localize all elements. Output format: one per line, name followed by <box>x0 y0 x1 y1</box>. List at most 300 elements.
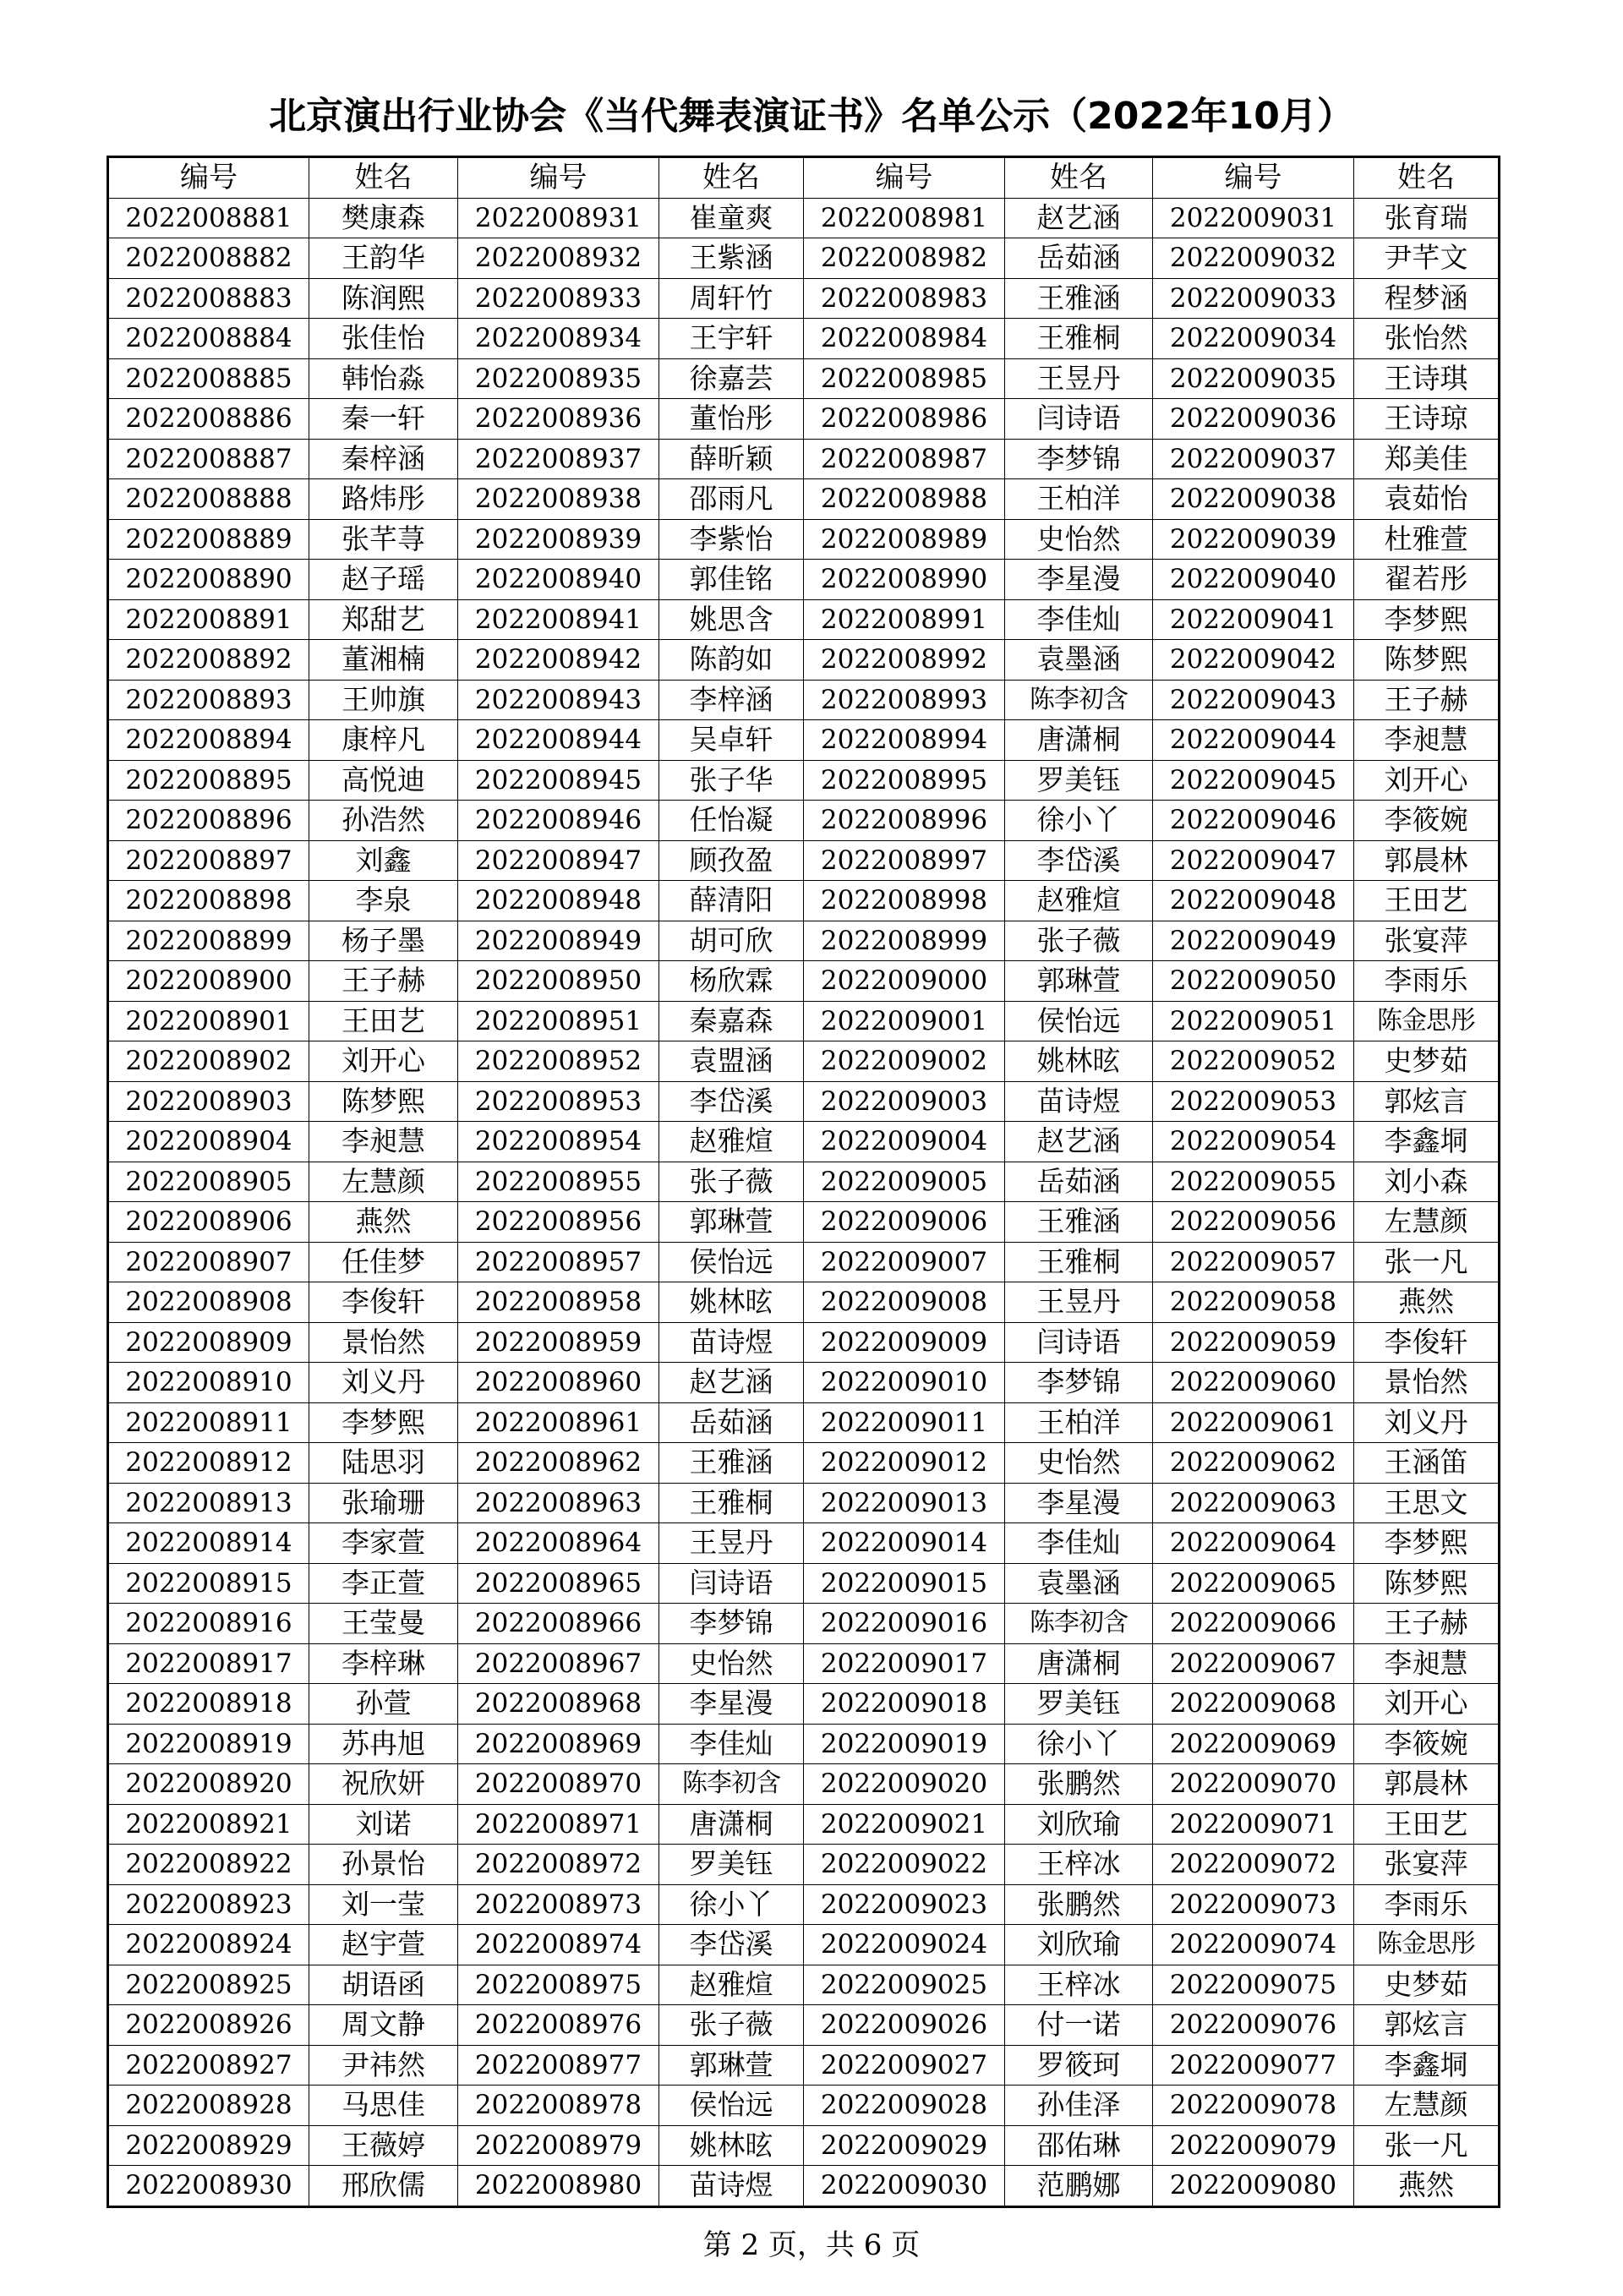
holder-name-cell: 左慧颜 <box>1354 2086 1500 2126</box>
certificate-id-cell: 2022009033 <box>1153 278 1354 319</box>
certificate-id-cell: 2022008951 <box>458 1001 659 1041</box>
holder-name-cell: 王雅桐 <box>1005 319 1153 359</box>
holder-name-cell: 李梦锦 <box>1005 1363 1153 1403</box>
document-title: 北京演出行业协会《当代舞表演证书》名单公示（2022年10月） <box>269 95 1354 138</box>
holder-name-cell: 姚林昡 <box>1005 1041 1153 1082</box>
holder-name-cell: 刘开心 <box>309 1041 458 1082</box>
holder-name-cell: 李梦锦 <box>659 1604 804 1644</box>
certificate-id-cell: 2022008926 <box>108 2005 309 2046</box>
table-row <box>108 2086 1500 2126</box>
holder-name-cell: 陈李初含 <box>1005 1604 1153 1644</box>
certificate-id-cell: 2022009011 <box>804 1402 1005 1443</box>
holder-name-cell: 张宴萍 <box>1354 1845 1500 1885</box>
holder-name-cell: 李星漫 <box>1005 560 1153 600</box>
holder-name-cell: 王帅旗 <box>309 680 458 720</box>
certificate-id-cell: 2022008980 <box>458 2166 659 2207</box>
holder-name-cell: 张怡然 <box>1354 319 1500 359</box>
holder-name-cell: 李梦熙 <box>1354 1523 1500 1564</box>
certificate-id-cell: 2022009079 <box>1153 2125 1354 2166</box>
certificate-id-cell: 2022009004 <box>804 1122 1005 1162</box>
holder-name-cell: 赵雅煊 <box>659 1122 804 1162</box>
holder-name-cell: 李梓琳 <box>309 1643 458 1684</box>
header-name-1: 姓名 <box>309 157 458 199</box>
certificate-id-cell: 2022009014 <box>804 1523 1005 1564</box>
certificate-id-cell: 2022008941 <box>458 599 659 640</box>
holder-name-cell: 苗诗煜 <box>659 1322 804 1363</box>
certificate-id-cell: 2022009050 <box>1153 961 1354 1002</box>
certificate-id-cell: 2022009040 <box>1153 560 1354 600</box>
certificate-id-cell: 2022008928 <box>108 2086 309 2126</box>
holder-name-cell: 刘鑫 <box>309 840 458 881</box>
table-row <box>108 479 1500 520</box>
table-row <box>108 1041 1500 1082</box>
table-row <box>108 1443 1500 1484</box>
certificate-id-cell: 2022008999 <box>804 921 1005 961</box>
holder-name-cell: 李星漫 <box>659 1684 804 1725</box>
table-row <box>108 319 1500 359</box>
certificate-id-cell: 2022008953 <box>458 1081 659 1122</box>
certificate-id-cell: 2022009031 <box>1153 198 1354 238</box>
table-row <box>108 2125 1500 2166</box>
holder-name-cell: 徐小丫 <box>659 1884 804 1925</box>
holder-name-cell: 李紫怡 <box>659 519 804 560</box>
holder-name-cell: 张子薇 <box>1005 921 1153 961</box>
certificate-id-cell: 2022009071 <box>1153 1804 1354 1845</box>
certificate-id-cell: 2022008930 <box>108 2166 309 2207</box>
certificate-id-cell: 2022009012 <box>804 1443 1005 1484</box>
table-row <box>108 1643 1500 1684</box>
certificate-id-cell: 2022008969 <box>458 1724 659 1764</box>
holder-name-cell: 刘开心 <box>1354 760 1500 801</box>
certificate-id-cell: 2022008898 <box>108 881 309 921</box>
certificate-id-cell: 2022009063 <box>1153 1483 1354 1523</box>
table-row <box>108 1402 1500 1443</box>
certificate-id-cell: 2022009009 <box>804 1322 1005 1363</box>
holder-name-cell: 王薇婷 <box>309 2125 458 2166</box>
certificate-id-cell: 2022008945 <box>458 760 659 801</box>
certificate-id-cell: 2022008967 <box>458 1643 659 1684</box>
holder-name-cell: 孙景怡 <box>309 1845 458 1885</box>
holder-name-cell: 韩怡淼 <box>309 358 458 399</box>
holder-name-cell: 王子赫 <box>1354 680 1500 720</box>
holder-name-cell: 赵艺涵 <box>1005 1122 1153 1162</box>
holder-name-cell: 闫诗语 <box>1005 399 1153 440</box>
certificate-id-cell: 2022008933 <box>458 278 659 319</box>
certificate-id-cell: 2022008906 <box>108 1202 309 1243</box>
holder-name-cell: 张芊荨 <box>309 519 458 560</box>
holder-name-cell: 左慧颜 <box>309 1162 458 1202</box>
holder-name-cell: 王昱丹 <box>1005 1282 1153 1323</box>
certificate-id-cell: 2022008892 <box>108 640 309 681</box>
holder-name-cell: 刘义丹 <box>309 1363 458 1403</box>
certificate-id-cell: 2022009051 <box>1153 1001 1354 1041</box>
holder-name-cell: 王田艺 <box>1354 881 1500 921</box>
holder-name-cell: 陈梦熙 <box>1354 640 1500 681</box>
certificate-id-cell: 2022008962 <box>458 1443 659 1484</box>
holder-name-cell: 陈润熙 <box>309 278 458 319</box>
holder-name-cell: 孙浩然 <box>309 801 458 841</box>
certificate-id-cell: 2022008964 <box>458 1523 659 1564</box>
certificate-id-cell: 2022008965 <box>458 1563 659 1604</box>
holder-name-cell: 王田艺 <box>1354 1804 1500 1845</box>
certificate-id-cell: 2022009025 <box>804 1965 1005 2005</box>
certificate-list-table <box>107 156 1500 2208</box>
header-name-3: 姓名 <box>1005 157 1153 199</box>
certificate-id-cell: 2022008949 <box>458 921 659 961</box>
holder-name-cell: 苗诗煜 <box>1005 1081 1153 1122</box>
holder-name-cell: 姚思含 <box>659 599 804 640</box>
holder-name-cell: 郭琳萱 <box>1005 961 1153 1002</box>
holder-name-cell: 王梓冰 <box>1005 1965 1153 2005</box>
holder-name-cell: 刘义丹 <box>1354 1402 1500 1443</box>
certificate-id-cell: 2022008944 <box>458 720 659 761</box>
table-row <box>108 720 1500 761</box>
certificate-id-cell: 2022008894 <box>108 720 309 761</box>
certificate-id-cell: 2022008995 <box>804 760 1005 801</box>
certificate-id-cell: 2022009057 <box>1153 1242 1354 1282</box>
holder-name-cell: 张佳怡 <box>309 319 458 359</box>
certificate-id-cell: 2022009024 <box>804 1925 1005 1965</box>
certificate-id-cell: 2022008896 <box>108 801 309 841</box>
table-row <box>108 961 1500 1002</box>
certificate-id-cell: 2022008974 <box>458 1925 659 1965</box>
holder-name-cell: 董怡彤 <box>659 399 804 440</box>
table-row <box>108 198 1500 238</box>
holder-name-cell: 秦梓涵 <box>309 439 458 479</box>
holder-name-cell: 燕然 <box>1354 1282 1500 1323</box>
holder-name-cell: 陈韵如 <box>659 640 804 681</box>
certificate-id-cell: 2022008881 <box>108 198 309 238</box>
certificate-id-cell: 2022008987 <box>804 439 1005 479</box>
certificate-id-cell: 2022008905 <box>108 1162 309 1202</box>
holder-name-cell: 岳茹涵 <box>659 1402 804 1443</box>
certificate-id-cell: 2022008981 <box>804 198 1005 238</box>
holder-name-cell: 闫诗语 <box>659 1563 804 1604</box>
holder-name-cell: 罗美钰 <box>1005 1684 1153 1725</box>
certificate-id-cell: 2022009008 <box>804 1282 1005 1323</box>
holder-name-cell: 顾孜盈 <box>659 840 804 881</box>
table-row <box>108 1001 1500 1041</box>
holder-name-cell: 燕然 <box>309 1202 458 1243</box>
certificate-id-cell: 2022009048 <box>1153 881 1354 921</box>
table-row <box>108 680 1500 720</box>
certificate-id-cell: 2022008915 <box>108 1563 309 1604</box>
holder-name-cell: 张一凡 <box>1354 2125 1500 2166</box>
holder-name-cell: 徐嘉芸 <box>659 358 804 399</box>
header-id-4: 编号 <box>1153 157 1354 199</box>
certificate-id-cell: 2022009066 <box>1153 1604 1354 1644</box>
holder-name-cell: 刘欣瑜 <box>1005 1804 1153 1845</box>
certificate-id-cell: 2022008935 <box>458 358 659 399</box>
holder-name-cell: 尹祎然 <box>309 2045 458 2086</box>
certificate-id-cell: 2022008990 <box>804 560 1005 600</box>
holder-name-cell: 刘欣瑜 <box>1005 1925 1153 1965</box>
holder-name-cell: 李佳灿 <box>1005 1523 1153 1564</box>
certificate-id-cell: 2022009054 <box>1153 1122 1354 1162</box>
holder-name-cell: 翟若彤 <box>1354 560 1500 600</box>
certificate-id-cell: 2022008996 <box>804 801 1005 841</box>
holder-name-cell: 赵子瑶 <box>309 560 458 600</box>
table-row <box>108 760 1500 801</box>
header-id-2: 编号 <box>458 157 659 199</box>
holder-name-cell: 李梦锦 <box>1005 439 1153 479</box>
certificate-id-cell: 2022008988 <box>804 479 1005 520</box>
table-row <box>108 1604 1500 1644</box>
holder-name-cell: 李雨乐 <box>1354 1884 1500 1925</box>
certificate-id-cell: 2022008925 <box>108 1965 309 2005</box>
holder-name-cell: 唐潇桐 <box>659 1804 804 1845</box>
certificate-id-cell: 2022009052 <box>1153 1041 1354 1082</box>
table-row <box>108 439 1500 479</box>
holder-name-cell: 陈李初含 <box>659 1764 804 1805</box>
table-row <box>108 2045 1500 2086</box>
table-row <box>108 358 1500 399</box>
holder-name-cell: 王柏洋 <box>1005 1402 1153 1443</box>
holder-name-cell: 姚林昡 <box>659 1282 804 1323</box>
holder-name-cell: 郭琳萱 <box>659 2045 804 2086</box>
certificate-id-cell: 2022008939 <box>458 519 659 560</box>
certificate-id-cell: 2022008922 <box>108 1845 309 1885</box>
certificate-id-cell: 2022008982 <box>804 238 1005 279</box>
certificate-id-cell: 2022008957 <box>458 1242 659 1282</box>
certificate-id-cell: 2022008907 <box>108 1242 309 1282</box>
holder-name-cell: 李鑫垌 <box>1354 2045 1500 2086</box>
holder-name-cell: 刘开心 <box>1354 1684 1500 1725</box>
certificate-id-cell: 2022008908 <box>108 1282 309 1323</box>
holder-name-cell: 程梦涵 <box>1354 278 1500 319</box>
certificate-id-cell: 2022008985 <box>804 358 1005 399</box>
certificate-id-cell: 2022008971 <box>458 1804 659 1845</box>
holder-name-cell: 李昶慧 <box>1354 1643 1500 1684</box>
certificate-id-cell: 2022008931 <box>458 198 659 238</box>
holder-name-cell: 刘小森 <box>1354 1162 1500 1202</box>
certificate-id-cell: 2022008932 <box>458 238 659 279</box>
table-row <box>108 238 1500 279</box>
holder-name-cell: 张子薇 <box>659 2005 804 2046</box>
certificate-id-cell: 2022009068 <box>1153 1684 1354 1725</box>
certificate-id-cell: 2022009034 <box>1153 319 1354 359</box>
certificate-id-cell: 2022009045 <box>1153 760 1354 801</box>
holder-name-cell: 李雨乐 <box>1354 961 1500 1002</box>
certificate-id-cell: 2022008888 <box>108 479 309 520</box>
holder-name-cell: 史怡然 <box>659 1643 804 1684</box>
holder-name-cell: 姚林昡 <box>659 2125 804 2166</box>
table-row <box>108 840 1500 881</box>
certificate-id-cell: 2022008986 <box>804 399 1005 440</box>
certificate-id-cell: 2022008989 <box>804 519 1005 560</box>
certificate-id-cell: 2022008934 <box>458 319 659 359</box>
header-name-4: 姓名 <box>1354 157 1500 199</box>
certificate-id-cell: 2022008916 <box>108 1604 309 1644</box>
holder-name-cell: 郑甜艺 <box>309 599 458 640</box>
holder-name-cell: 燕然 <box>1354 2166 1500 2207</box>
certificate-id-cell: 2022009044 <box>1153 720 1354 761</box>
holder-name-cell: 马思佳 <box>309 2086 458 2126</box>
holder-name-cell: 秦一轩 <box>309 399 458 440</box>
holder-name-cell: 孙佳泽 <box>1005 2086 1153 2126</box>
holder-name-cell: 岳茹涵 <box>1005 1162 1153 1202</box>
holder-name-cell: 张育瑞 <box>1354 198 1500 238</box>
certificate-id-cell: 2022008882 <box>108 238 309 279</box>
holder-name-cell: 王柏洋 <box>1005 479 1153 520</box>
certificate-id-cell: 2022008902 <box>108 1041 309 1082</box>
certificate-id-cell: 2022008978 <box>458 2086 659 2126</box>
certificate-id-cell: 2022008937 <box>458 439 659 479</box>
certificate-id-cell: 2022009017 <box>804 1643 1005 1684</box>
holder-name-cell: 邢欣儒 <box>309 2166 458 2207</box>
table-row <box>108 1764 1500 1805</box>
holder-name-cell: 刘诺 <box>309 1804 458 1845</box>
holder-name-cell: 周文静 <box>309 2005 458 2046</box>
holder-name-cell: 康梓凡 <box>309 720 458 761</box>
table-row <box>108 519 1500 560</box>
certificate-id-cell: 2022009065 <box>1153 1563 1354 1604</box>
holder-name-cell: 王田艺 <box>309 1001 458 1041</box>
holder-name-cell: 孙萱 <box>309 1684 458 1725</box>
certificate-id-cell: 2022009049 <box>1153 921 1354 961</box>
holder-name-cell: 史梦茹 <box>1354 1041 1500 1082</box>
holder-name-cell: 王莹曼 <box>309 1604 458 1644</box>
table-row <box>108 1483 1500 1523</box>
certificate-id-cell: 2022009061 <box>1153 1402 1354 1443</box>
holder-name-cell: 徐小丫 <box>1005 801 1153 841</box>
holder-name-cell: 陆思羽 <box>309 1443 458 1484</box>
certificate-id-cell: 2022009062 <box>1153 1443 1354 1484</box>
certificate-id-cell: 2022008992 <box>804 640 1005 681</box>
certificate-id-cell: 2022008950 <box>458 961 659 1002</box>
certificate-id-cell: 2022009006 <box>804 1202 1005 1243</box>
certificate-id-cell: 2022008883 <box>108 278 309 319</box>
certificate-id-cell: 2022008947 <box>458 840 659 881</box>
holder-name-cell: 赵艺涵 <box>659 1363 804 1403</box>
certificate-id-cell: 2022008956 <box>458 1202 659 1243</box>
table-row <box>108 1322 1500 1363</box>
holder-name-cell: 李梦熙 <box>1354 599 1500 640</box>
holder-name-cell: 王昱丹 <box>659 1523 804 1564</box>
certificate-id-cell: 2022009058 <box>1153 1282 1354 1323</box>
certificate-id-cell: 2022008984 <box>804 319 1005 359</box>
certificate-id-cell: 2022009064 <box>1153 1523 1354 1564</box>
holder-name-cell: 李佳灿 <box>659 1724 804 1764</box>
holder-name-cell: 薛清阳 <box>659 881 804 921</box>
holder-name-cell: 景怡然 <box>309 1322 458 1363</box>
holder-name-cell: 杨子墨 <box>309 921 458 961</box>
certificate-id-cell: 2022009030 <box>804 2166 1005 2207</box>
certificate-id-cell: 2022008895 <box>108 760 309 801</box>
holder-name-cell: 李昶慧 <box>1354 720 1500 761</box>
certificate-id-cell: 2022008924 <box>108 1925 309 1965</box>
holder-name-cell: 李星漫 <box>1005 1483 1153 1523</box>
table-row <box>108 801 1500 841</box>
certificate-id-cell: 2022009067 <box>1153 1643 1354 1684</box>
certificate-id-cell: 2022009026 <box>804 2005 1005 2046</box>
table-row <box>108 1523 1500 1564</box>
holder-name-cell: 张鹏然 <box>1005 1884 1153 1925</box>
holder-name-cell: 高悦迪 <box>309 760 458 801</box>
certificate-id-cell: 2022009076 <box>1153 2005 1354 2046</box>
holder-name-cell: 赵雅煊 <box>1005 881 1153 921</box>
certificate-id-cell: 2022008887 <box>108 439 309 479</box>
certificate-id-cell: 2022009015 <box>804 1563 1005 1604</box>
holder-name-cell: 张鹏然 <box>1005 1764 1153 1805</box>
holder-name-cell: 路炜彤 <box>309 479 458 520</box>
holder-name-cell: 侯怡远 <box>659 2086 804 2126</box>
certificate-id-cell: 2022008940 <box>458 560 659 600</box>
table-row <box>108 1965 1500 2005</box>
certificate-id-cell: 2022009038 <box>1153 479 1354 520</box>
certificate-id-cell: 2022009023 <box>804 1884 1005 1925</box>
holder-name-cell: 胡语函 <box>309 1965 458 2005</box>
holder-name-cell: 杨欣霖 <box>659 961 804 1002</box>
holder-name-cell: 吴卓轩 <box>659 720 804 761</box>
holder-name-cell: 左慧颜 <box>1354 1202 1500 1243</box>
certificate-id-cell: 2022008909 <box>108 1322 309 1363</box>
certificate-id-cell: 2022008958 <box>458 1282 659 1323</box>
holder-name-cell: 秦嘉森 <box>659 1001 804 1041</box>
certificate-id-cell: 2022009080 <box>1153 2166 1354 2207</box>
holder-name-cell: 李正萱 <box>309 1563 458 1604</box>
holder-name-cell: 唐潇桐 <box>1005 720 1153 761</box>
holder-name-cell: 唐潇桐 <box>1005 1643 1153 1684</box>
holder-name-cell: 袁盟涵 <box>659 1041 804 1082</box>
certificate-id-cell: 2022009035 <box>1153 358 1354 399</box>
holder-name-cell: 赵艺涵 <box>1005 198 1153 238</box>
certificate-id-cell: 2022008923 <box>108 1884 309 1925</box>
certificate-id-cell: 2022008904 <box>108 1122 309 1162</box>
certificate-id-cell: 2022008972 <box>458 1845 659 1885</box>
holder-name-cell: 李岱溪 <box>659 1081 804 1122</box>
table-row <box>108 1724 1500 1764</box>
certificate-id-cell: 2022008903 <box>108 1081 309 1122</box>
holder-name-cell: 陈金思彤 <box>1354 1001 1500 1041</box>
header-id-1: 编号 <box>108 157 309 199</box>
holder-name-cell: 任怡凝 <box>659 801 804 841</box>
holder-name-cell: 陈李初含 <box>1005 680 1153 720</box>
holder-name-cell: 付一诺 <box>1005 2005 1153 2046</box>
table-row <box>108 921 1500 961</box>
header-name-2: 姓名 <box>659 157 804 199</box>
holder-name-cell: 郭琳萱 <box>659 1202 804 1243</box>
holder-name-cell: 罗美钰 <box>1005 760 1153 801</box>
table-row <box>108 1884 1500 1925</box>
holder-name-cell: 王雅桐 <box>1005 1242 1153 1282</box>
holder-name-cell: 刘一莹 <box>309 1884 458 1925</box>
holder-name-cell: 杜雅萱 <box>1354 519 1500 560</box>
table-row <box>108 2166 1500 2207</box>
holder-name-cell: 董湘楠 <box>309 640 458 681</box>
certificate-id-cell: 2022009016 <box>804 1604 1005 1644</box>
certificate-id-cell: 2022008976 <box>458 2005 659 2046</box>
certificate-id-cell: 2022009047 <box>1153 840 1354 881</box>
holder-name-cell: 王诗琼 <box>1354 399 1500 440</box>
table-row <box>108 1363 1500 1403</box>
certificate-id-cell: 2022009036 <box>1153 399 1354 440</box>
header-id-3: 编号 <box>804 157 1005 199</box>
certificate-id-cell: 2022009010 <box>804 1363 1005 1403</box>
certificate-id-cell: 2022008966 <box>458 1604 659 1644</box>
certificate-id-cell: 2022008998 <box>804 881 1005 921</box>
certificate-id-cell: 2022008943 <box>458 680 659 720</box>
holder-name-cell: 薛昕颖 <box>659 439 804 479</box>
holder-name-cell: 李鑫垌 <box>1354 1122 1500 1162</box>
table-body <box>108 198 1500 2206</box>
certificate-id-cell: 2022008921 <box>108 1804 309 1845</box>
holder-name-cell: 王韵华 <box>309 238 458 279</box>
certificate-id-cell: 2022008963 <box>458 1483 659 1523</box>
holder-name-cell: 王昱丹 <box>1005 358 1153 399</box>
certificate-id-cell: 2022008979 <box>458 2125 659 2166</box>
certificate-id-cell: 2022008889 <box>108 519 309 560</box>
